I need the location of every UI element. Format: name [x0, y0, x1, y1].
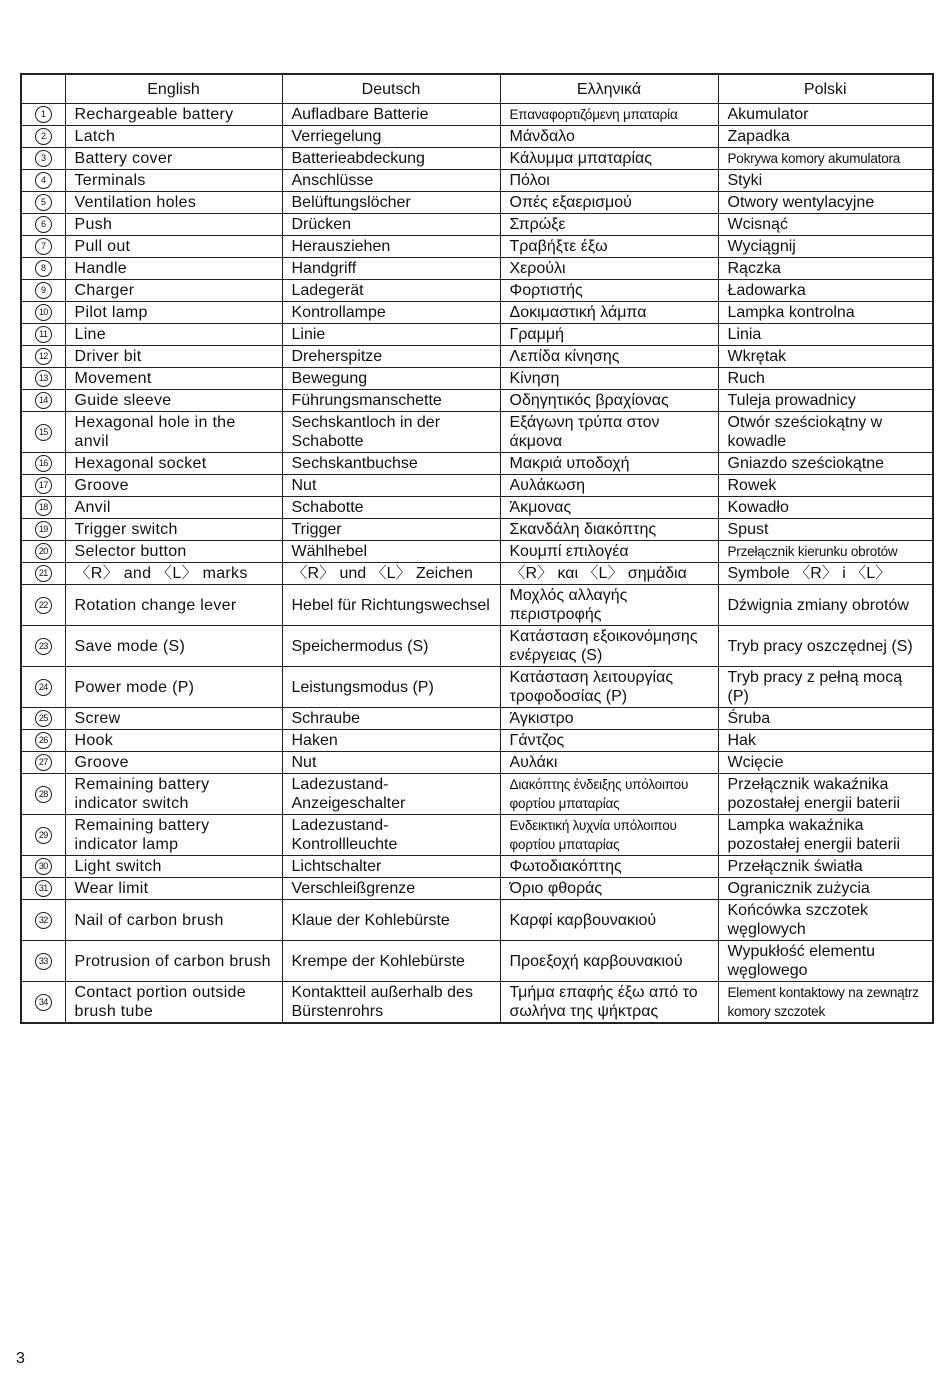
circled-number: 6: [35, 216, 52, 233]
cell-polski: Przełącznik wakaźnika pozostałej energii baterii: [718, 774, 933, 815]
table-row: [21, 774, 933, 815]
cell-english: Pilot lamp: [65, 302, 282, 324]
cell-polski: Styki: [718, 170, 933, 192]
cell-greek: Άκμονας: [500, 497, 718, 519]
circled-number: 28: [35, 786, 52, 803]
cell-polski: Symbole 〈R〉 i 〈L〉: [718, 563, 933, 585]
cell-deutsch: Wählhebel: [282, 541, 500, 563]
circled-number: 13: [35, 370, 52, 387]
circled-number: 17: [35, 477, 52, 494]
cell-greek: Χερούλι: [500, 258, 718, 280]
cell-greek: Δοκιμαστική λάμπα: [500, 302, 718, 324]
table-row: [21, 541, 933, 563]
header-greek: Ελληνικά: [500, 74, 718, 104]
cell-polski: Zapadka: [718, 126, 933, 148]
table-row: [21, 708, 933, 730]
cell-greek: Κουμπί επιλογέα: [500, 541, 718, 563]
cell-english: Groove: [65, 752, 282, 774]
cell-english: Nail of carbon brush: [65, 900, 282, 941]
table-row: [21, 667, 933, 708]
cell-deutsch: Kontaktteil außerhalb des Bürstenrohrs: [282, 982, 500, 1024]
header-number: [21, 74, 65, 104]
circled-number: 11: [35, 326, 52, 343]
table-row: [21, 126, 933, 148]
header-polski: Polski: [718, 74, 933, 104]
item-number-cell: [21, 104, 65, 126]
circled-number: 12: [35, 348, 52, 365]
cell-deutsch: 〈R〉 und 〈L〉 Zeichen: [282, 563, 500, 585]
cell-deutsch: Krempe der Kohlebürste: [282, 941, 500, 982]
cell-english: Rechargeable battery: [65, 104, 282, 126]
cell-english: Terminals: [65, 170, 282, 192]
circled-number: 26: [35, 732, 52, 749]
cell-greek: Γραμμή: [500, 324, 718, 346]
table-row: [21, 982, 933, 1024]
cell-greek: Κατάσταση λειτουργίας τροφοδοσίας (P): [500, 667, 718, 708]
cell-polski: Spust: [718, 519, 933, 541]
cell-greek: Εξάγωνη τρύπα στον άκμονα: [500, 412, 718, 453]
cell-greek: Αυλάκωση: [500, 475, 718, 497]
cell-polski: Wkrętak: [718, 346, 933, 368]
item-number-cell: [21, 941, 65, 982]
cell-english: Hexagonal socket: [65, 453, 282, 475]
cell-greek: Οπές εξαερισμού: [500, 192, 718, 214]
item-number-cell: [21, 900, 65, 941]
cell-polski: Kowadło: [718, 497, 933, 519]
item-number-cell: [21, 390, 65, 412]
cell-deutsch: Klaue der Kohlebürste: [282, 900, 500, 941]
cell-english: Hook: [65, 730, 282, 752]
circled-number: 1: [35, 106, 52, 123]
cell-deutsch: Hebel für Richtungswechsel: [282, 585, 500, 626]
cell-greek: Όριο φθοράς: [500, 878, 718, 900]
table-row: [21, 730, 933, 752]
circled-number: 14: [35, 392, 52, 409]
cell-polski: Pokrywa komory akumulatora: [718, 148, 933, 170]
header-english: English: [65, 74, 282, 104]
cell-greek: Καρφί καρβουνακιού: [500, 900, 718, 941]
cell-greek: Κίνηση: [500, 368, 718, 390]
table-row: [21, 453, 933, 475]
item-number-cell: [21, 856, 65, 878]
circled-number: 19: [35, 521, 52, 538]
cell-polski: Wcisnąć: [718, 214, 933, 236]
table-row: [21, 236, 933, 258]
item-number-cell: [21, 878, 65, 900]
item-number-cell: [21, 519, 65, 541]
cell-english: Wear limit: [65, 878, 282, 900]
cell-deutsch: Kontrollampe: [282, 302, 500, 324]
circled-number: 27: [35, 754, 52, 771]
cell-english: Hexagonal hole in the anvil: [65, 412, 282, 453]
cell-english: Ventilation holes: [65, 192, 282, 214]
table-row: [21, 900, 933, 941]
cell-greek: Επαναφορτιζόμενη μπαταρία: [500, 104, 718, 126]
cell-polski: Rączka: [718, 258, 933, 280]
item-number-cell: [21, 982, 65, 1024]
cell-english: Power mode (P): [65, 667, 282, 708]
circled-number: 30: [35, 858, 52, 875]
circled-number: 33: [35, 953, 52, 970]
cell-deutsch: Führungsmanschette: [282, 390, 500, 412]
cell-deutsch: Verriegelung: [282, 126, 500, 148]
item-number-cell: [21, 453, 65, 475]
cell-deutsch: Haken: [282, 730, 500, 752]
cell-deutsch: Trigger: [282, 519, 500, 541]
cell-polski: Wyciągnij: [718, 236, 933, 258]
cell-deutsch: Batterieabdeckung: [282, 148, 500, 170]
cell-deutsch: Sechskantbuchse: [282, 453, 500, 475]
circled-number: 3: [35, 150, 52, 167]
item-number-cell: [21, 585, 65, 626]
item-number-cell: [21, 346, 65, 368]
cell-deutsch: Ladezustand-Kontrollleuchte: [282, 815, 500, 856]
cell-polski: Ogranicznik zużycia: [718, 878, 933, 900]
circled-number: 34: [35, 994, 52, 1011]
cell-deutsch: Schabotte: [282, 497, 500, 519]
circled-number: 8: [35, 260, 52, 277]
cell-english: Groove: [65, 475, 282, 497]
table-row: [21, 856, 933, 878]
item-number-cell: [21, 368, 65, 390]
table-row: [21, 563, 933, 585]
item-number-cell: [21, 192, 65, 214]
cell-polski: Rowek: [718, 475, 933, 497]
item-number-cell: [21, 774, 65, 815]
circled-number: 23: [35, 638, 52, 655]
circled-number: 9: [35, 282, 52, 299]
circled-number: 10: [35, 304, 52, 321]
cell-english: Protrusion of carbon brush: [65, 941, 282, 982]
cell-deutsch: Ladezustand-Anzeigeschalter: [282, 774, 500, 815]
cell-deutsch: Schraube: [282, 708, 500, 730]
cell-deutsch: Lichtschalter: [282, 856, 500, 878]
cell-greek: 〈R〉 και 〈L〉 σημάδια: [500, 563, 718, 585]
cell-english: Handle: [65, 258, 282, 280]
cell-polski: Śruba: [718, 708, 933, 730]
table-row: [21, 192, 933, 214]
cell-english: Screw: [65, 708, 282, 730]
table-row: [21, 752, 933, 774]
cell-deutsch: Aufladbare Batterie: [282, 104, 500, 126]
page-number: 3: [16, 1350, 25, 1367]
table-row: [21, 412, 933, 453]
cell-deutsch: Nut: [282, 752, 500, 774]
cell-polski: Tryb pracy oszczędnej (S): [718, 626, 933, 667]
table-row: [21, 346, 933, 368]
cell-english: Battery cover: [65, 148, 282, 170]
item-number-cell: [21, 214, 65, 236]
table-row: [21, 148, 933, 170]
cell-english: 〈R〉 and 〈L〉 marks: [65, 563, 282, 585]
item-number-cell: [21, 730, 65, 752]
cell-deutsch: Linie: [282, 324, 500, 346]
cell-english: Movement: [65, 368, 282, 390]
cell-greek: Γάντζος: [500, 730, 718, 752]
circled-number: 16: [35, 455, 52, 472]
circled-number: 2: [35, 128, 52, 145]
cell-polski: Przełącznik kierunku obrotów: [718, 541, 933, 563]
cell-greek: Μοχλός αλλαγής περιστροφής: [500, 585, 718, 626]
cell-greek: Οδηγητικός βραχίονας: [500, 390, 718, 412]
cell-english: Driver bit: [65, 346, 282, 368]
cell-polski: Otwór sześciokątny w kowadle: [718, 412, 933, 453]
item-number-cell: [21, 258, 65, 280]
cell-deutsch: Herausziehen: [282, 236, 500, 258]
cell-deutsch: Anschlüsse: [282, 170, 500, 192]
item-number-cell: [21, 412, 65, 453]
cell-polski: Akumulator: [718, 104, 933, 126]
cell-english: Selector button: [65, 541, 282, 563]
cell-polski: Wypukłość elementu węglowego: [718, 941, 933, 982]
table-row: [21, 170, 933, 192]
item-number-cell: [21, 667, 65, 708]
cell-deutsch: Speichermodus (S): [282, 626, 500, 667]
item-number-cell: [21, 236, 65, 258]
cell-english: Remaining battery indicator lamp: [65, 815, 282, 856]
cell-english: Guide sleeve: [65, 390, 282, 412]
circled-number: 32: [35, 912, 52, 929]
item-number-cell: [21, 280, 65, 302]
item-number-cell: [21, 708, 65, 730]
item-number-cell: [21, 497, 65, 519]
cell-greek: Άγκιστρο: [500, 708, 718, 730]
cell-polski: Tryb pracy z pełną mocą (P): [718, 667, 933, 708]
cell-greek: Σκανδάλη διακόπτης: [500, 519, 718, 541]
item-number-cell: [21, 541, 65, 563]
table-row: [21, 214, 933, 236]
table-row: [21, 280, 933, 302]
table-row: [21, 475, 933, 497]
cell-deutsch: Handgriff: [282, 258, 500, 280]
cell-deutsch: Verschleißgrenze: [282, 878, 500, 900]
cell-english: Latch: [65, 126, 282, 148]
cell-greek: Κατάσταση εξοικονόμησης ενέργειας (S): [500, 626, 718, 667]
parts-glossary-table: [20, 73, 934, 1024]
circled-number: 7: [35, 238, 52, 255]
cell-deutsch: Ladegerät: [282, 280, 500, 302]
table-row: [21, 258, 933, 280]
cell-polski: Otwory wentylacyjne: [718, 192, 933, 214]
cell-greek: Τμήμα επαφής έξω από το σωλήνα της ψήκτρας: [500, 982, 718, 1024]
circled-number: 21: [35, 565, 52, 582]
cell-deutsch: Drücken: [282, 214, 500, 236]
cell-greek: Λεπίδα κίνησης: [500, 346, 718, 368]
cell-english: Push: [65, 214, 282, 236]
table-row: [21, 368, 933, 390]
circled-number: 29: [35, 827, 52, 844]
circled-number: 18: [35, 499, 52, 516]
cell-greek: Σπρώξε: [500, 214, 718, 236]
circled-number: 25: [35, 710, 52, 727]
circled-number: 5: [35, 194, 52, 211]
cell-english: Save mode (S): [65, 626, 282, 667]
item-number-cell: [21, 752, 65, 774]
item-number-cell: [21, 626, 65, 667]
cell-greek: Τραβήξτε έξω: [500, 236, 718, 258]
table-row: [21, 941, 933, 982]
cell-polski: Lampka kontrolna: [718, 302, 933, 324]
item-number-cell: [21, 475, 65, 497]
item-number-cell: [21, 815, 65, 856]
header-row: [21, 74, 933, 104]
item-number-cell: [21, 563, 65, 585]
cell-polski: Hak: [718, 730, 933, 752]
circled-number: 15: [35, 424, 52, 441]
cell-deutsch: Leistungsmodus (P): [282, 667, 500, 708]
cell-greek: Ενδεικτική λυχνία υπόλοιπου φορτίου μπαταρίας: [500, 815, 718, 856]
cell-greek: Κάλυμμα μπαταρίας: [500, 148, 718, 170]
cell-greek: Διακόπτης ένδειξης υπόλοιπου φορτίου μπαταρίας: [500, 774, 718, 815]
cell-polski: Przełącznik światła: [718, 856, 933, 878]
cell-polski: Dźwignia zmiany obrotów: [718, 585, 933, 626]
table-row: [21, 585, 933, 626]
cell-deutsch: Bewegung: [282, 368, 500, 390]
header-deutsch: Deutsch: [282, 74, 500, 104]
cell-polski: Element kontaktowy na zewnątrz komory szczotek: [718, 982, 933, 1024]
cell-deutsch: Sechskantloch in der Schabotte: [282, 412, 500, 453]
cell-polski: Końcówka szczotek węglowych: [718, 900, 933, 941]
circled-number: 22: [35, 597, 52, 614]
cell-polski: Ruch: [718, 368, 933, 390]
cell-greek: Πόλοι: [500, 170, 718, 192]
item-number-cell: [21, 324, 65, 346]
table-row: [21, 390, 933, 412]
table-row: [21, 104, 933, 126]
table-row: [21, 878, 933, 900]
cell-polski: Wcięcie: [718, 752, 933, 774]
circled-number: 31: [35, 880, 52, 897]
cell-greek: Αυλάκι: [500, 752, 718, 774]
table-row: [21, 497, 933, 519]
circled-number: 4: [35, 172, 52, 189]
cell-polski: Ładowarka: [718, 280, 933, 302]
cell-polski: Tuleja prowadnicy: [718, 390, 933, 412]
circled-number: 24: [35, 679, 52, 696]
table-row: [21, 815, 933, 856]
item-number-cell: [21, 302, 65, 324]
cell-english: Anvil: [65, 497, 282, 519]
cell-english: Charger: [65, 280, 282, 302]
circled-number: 20: [35, 543, 52, 560]
cell-polski: Linia: [718, 324, 933, 346]
cell-english: Contact portion outside brush tube: [65, 982, 282, 1024]
cell-english: Rotation change lever: [65, 585, 282, 626]
cell-polski: Gniazdo sześciokątne: [718, 453, 933, 475]
cell-english: Light switch: [65, 856, 282, 878]
table-row: [21, 626, 933, 667]
cell-english: Trigger switch: [65, 519, 282, 541]
cell-greek: Φωτοδιακόπτης: [500, 856, 718, 878]
cell-deutsch: Nut: [282, 475, 500, 497]
cell-greek: Προεξοχή καρβουνακιού: [500, 941, 718, 982]
table-row: [21, 519, 933, 541]
cell-english: Pull out: [65, 236, 282, 258]
item-number-cell: [21, 126, 65, 148]
cell-greek: Φορτιστής: [500, 280, 718, 302]
table-row: [21, 302, 933, 324]
cell-greek: Μάνδαλο: [500, 126, 718, 148]
cell-greek: Μακριά υποδοχή: [500, 453, 718, 475]
cell-english: Line: [65, 324, 282, 346]
cell-polski: Lampka wakaźnika pozostałej energii baterii: [718, 815, 933, 856]
table-row: [21, 324, 933, 346]
glossary-body: [21, 104, 933, 1024]
item-number-cell: [21, 148, 65, 170]
item-number-cell: [21, 170, 65, 192]
cell-deutsch: Dreherspitze: [282, 346, 500, 368]
cell-english: Remaining battery indicator switch: [65, 774, 282, 815]
cell-deutsch: Belüftungslöcher: [282, 192, 500, 214]
